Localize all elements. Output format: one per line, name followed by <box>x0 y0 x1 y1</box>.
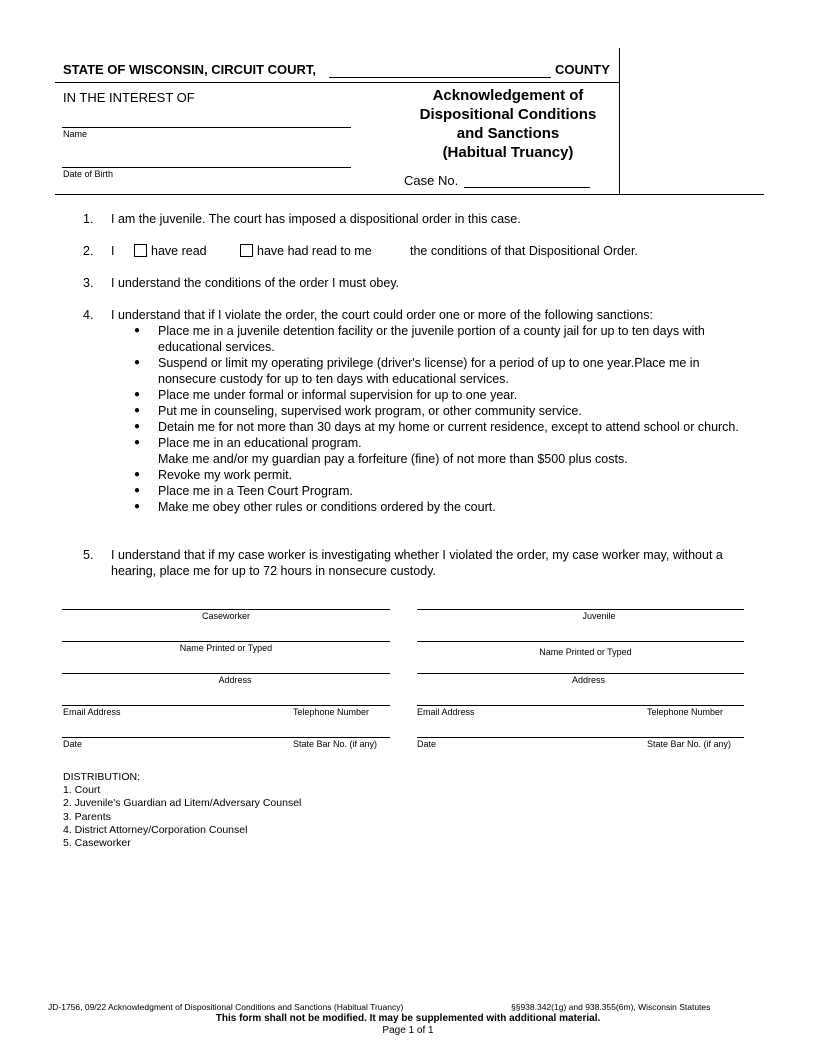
have-read-label: have read <box>151 244 207 258</box>
title-line-2: Dispositional Conditions <box>419 106 597 123</box>
title-line-3: and Sanctions <box>456 125 560 142</box>
form-title <box>395 86 621 162</box>
sanction-item: ● Place me in an educational program. <box>134 436 362 450</box>
case-no-label: Case No. <box>404 173 459 188</box>
sanction-item: ● Place me in a juvenile detention facility or the juvenile portion of a county jail for up to ten days with educational services. <box>134 324 705 354</box>
case-no-field-line[interactable] <box>464 187 590 188</box>
item-4-number: 4. <box>83 308 94 322</box>
caseworker-bar-label: State Bar No. (if any) <box>293 739 378 749</box>
caseworker-date-line[interactable] <box>62 737 390 738</box>
juvenile-email-line[interactable] <box>417 705 744 706</box>
name-field-line[interactable] <box>62 127 351 128</box>
item-3-number: 3. <box>83 276 94 290</box>
caseworker-address-label: Address <box>218 675 252 685</box>
item-1-text: I am the juvenile. The court has imposed a dispositional order in this case. <box>111 212 521 226</box>
caseworker-signature-line[interactable] <box>62 609 390 610</box>
county-field-line[interactable] <box>329 77 551 78</box>
county-label: COUNTY <box>555 62 610 77</box>
sanction-item: ● Place me under formal or informal supervision for up to one year. <box>134 388 518 402</box>
title-line-1: Acknowledgement of <box>432 87 584 104</box>
sanction-item: ● Place me in a Teen Court Program. <box>134 484 354 498</box>
court-line-prefix: STATE OF WISCONSIN, CIRCUIT COURT, <box>63 62 317 77</box>
sanction-item: ● Suspend or limit my operating privilege (driver's license) for a period of up to one year.Place me in nonsecure custody for up to ten days with educational services. <box>134 356 700 386</box>
had-read-option[interactable] <box>240 243 372 259</box>
caseworker-email-line[interactable] <box>62 705 390 706</box>
item-2-suffix: the conditions of that Dispositional Order. <box>410 244 638 258</box>
juvenile-signature-label: Juvenile <box>582 611 616 621</box>
caseworker-phone-label: Telephone Number <box>293 707 370 717</box>
item-2-number: 2. <box>83 244 94 258</box>
name-label: Name <box>63 129 88 139</box>
header-bottom-rule <box>55 194 764 195</box>
caseworker-signature-label: Caseworker <box>201 611 250 621</box>
had-read-label: have had read to me <box>257 244 372 258</box>
juvenile-signature-line[interactable] <box>417 609 744 610</box>
sanction-item-continued: Make me and/or my guardian pay a forfeiture (fine) of not more than $500 plus costs. <box>158 452 628 466</box>
distribution-item: 1. Court <box>63 784 101 797</box>
juvenile-name-label: Name Printed or Typed <box>539 647 632 657</box>
item-3-text: I understand the conditions of the order I must obey. <box>111 276 400 290</box>
sanctions-list <box>134 323 758 515</box>
interest-of-label: IN THE INTEREST OF <box>63 90 195 105</box>
distribution-item: 3. Parents <box>63 810 111 823</box>
title-line-4: (Habitual Truancy) <box>442 144 574 161</box>
sanction-item: ● Make me obey other rules or conditions ordered by the court. <box>134 500 496 514</box>
sanction-item: ● Put me in counseling, supervised work program, or other community service. <box>134 404 582 418</box>
caseworker-name-label: Name Printed or Typed <box>179 643 273 653</box>
have-read-checkbox[interactable] <box>134 244 147 257</box>
juvenile-name-line[interactable] <box>417 641 744 642</box>
item-5-number: 5. <box>83 548 94 562</box>
have-read-option[interactable] <box>134 243 207 259</box>
juvenile-phone-label: Telephone Number <box>647 707 724 717</box>
distribution-item: 2. Juvenile's Guardian ad Litem/Adversary Counsel <box>63 797 302 810</box>
juvenile-bar-label: State Bar No. (if any) <box>647 739 732 749</box>
distribution-block <box>63 771 301 850</box>
dob-field-line[interactable] <box>62 167 351 168</box>
item-5-text: I understand that if my case worker is investigating whether I violated the order, my case worker may, without a hearing, place me for up to 72 hours in nonsecure custody. <box>111 548 723 578</box>
caseworker-date-label: Date <box>63 739 83 749</box>
distribution-title: DISTRIBUTION: <box>63 771 141 783</box>
caseworker-name-line[interactable] <box>62 641 390 642</box>
juvenile-address-line[interactable] <box>417 673 744 674</box>
sanction-item: ● Detain me for not more than 30 days at my home or current residence, except to attend school or church. <box>134 420 739 434</box>
item-4-text: I understand that if I violate the order, the court could order one or more of the following sanctions: <box>111 308 653 322</box>
caseworker-email-label: Email Address <box>63 707 121 717</box>
had-read-checkbox[interactable] <box>240 244 253 257</box>
footer-form-id: JD-1756, 09/22 Acknowledgment of Dispositional Conditions and Sanctions (Habitual Truancy) <box>48 1002 404 1012</box>
distribution-item: 4. District Attorney/Corporation Counsel <box>63 823 248 836</box>
juvenile-date-line[interactable] <box>417 737 744 738</box>
juvenile-date-label: Date <box>417 739 437 749</box>
sanction-item: ● Revoke my work permit. <box>134 468 293 482</box>
distribution-item: 5. Caseworker <box>63 837 131 850</box>
item-2-prefix: I <box>111 244 115 258</box>
footer-statutes: §§938.342(1g) and 938.355(6m), Wisconsin Statutes <box>511 1002 711 1012</box>
footer-page-number: Page 1 of 1 <box>382 1025 434 1036</box>
header-top-rule <box>55 82 619 83</box>
dob-label: Date of Birth <box>63 169 114 179</box>
court-line <box>63 62 316 77</box>
juvenile-address-label: Address <box>571 675 606 685</box>
juvenile-email-label: Email Address <box>417 707 475 717</box>
footer-notice: This form shall not be modified. It may be supplemented with additional material. <box>215 1013 601 1024</box>
item-1-number: 1. <box>83 212 94 226</box>
caseworker-address-line[interactable] <box>62 673 390 674</box>
